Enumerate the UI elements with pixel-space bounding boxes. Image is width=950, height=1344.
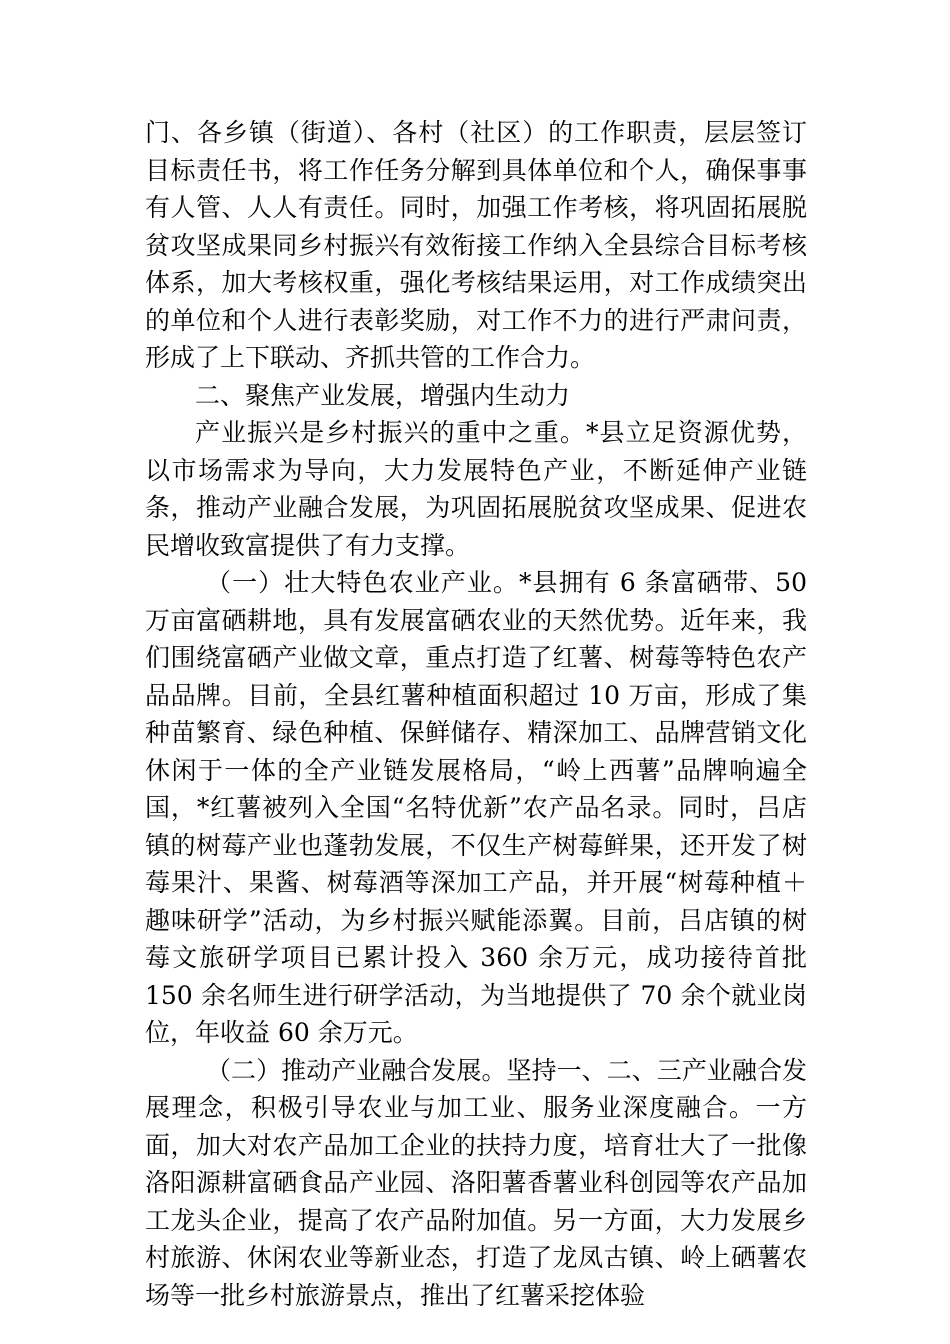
paragraph-specialty-agriculture: （一）壮大特色农业产业。*县拥有 6 条富硒带、50 万亩富硒耕地，具有发展富硒农业的天然优势。近年来，我们围绕富硒产业做文章，重点打造了红薯、树莓等特色农产品品牌。目前，全县红薯种植面积超过 10 万亩，形成了集种苗繁育、绿色种植、保鲜储存、精深加工、品牌营销文化休闲于一体的全产业链发展格局，“岭上西薯”品牌响遍全国，*红薯被列入全国“名特优新”农产品名录。同时，吕店镇的树莓产业也蓬勃发展，不仅生产树莓鲜果，还开发了树莓果汁、果酱、树莓酒等深加工产品，并开展“树莓种植＋趣味研学”活动，为乡村振兴赋能添翼。目前，吕店镇的树莓文旅研学项目已累计投入 360 余万元，成功接待首批 150 余名师生进行研学活动，为当地提供了 70 余个就业岗位，年收益 60 余万元。 xyxy=(145,568,807,1047)
paragraph-industry-intro: 产业振兴是乡村振兴的重中之重。*县立足资源优势，以市场需求为导向，大力发展特色产业，不断延伸产业链条，推动产业融合发展，为巩固拓展脱贫攻坚成果、促进农民增收致富提供了有力支撑。 xyxy=(145,418,807,560)
document-body xyxy=(145,114,807,1314)
paragraph-industry-integration: （二）推动产业融合发展。坚持一、二、三产业融合发展理念，积极引导农业与加工业、服务业深度融合。一方面，加大对农产品加工企业的扶持力度，培育壮大了一批像洛阳源耕富硒食品产业园、洛阳薯香薯业科创园等农产品加工龙头企业，提高了农产品附加值。另一方面，大力发展乡村旅游、休闲农业等新业态，打造了龙凤古镇、岭上硒薯农场等一批乡村旅游景点，推出了红薯采挖体验 xyxy=(145,1055,807,1310)
paragraph-work-responsibility: 门、各乡镇（街道）、各村（社区）的工作职责，层层签订目标责任书，将工作任务分解到具体单位和个人，确保事事有人管、人人有责任。同时，加强工作考核，将巩固拓展脱贫攻坚成果同乡村振兴有效衔接工作纳入全县综合目标考核体系，加大考核权重，强化考核结果运用，对工作成绩突出的单位和个人进行表彰奖励，对工作不力的进行严肃问责，形成了上下联动、齐抓共管的工作合力。 xyxy=(145,118,807,372)
section-heading-industry: 二、聚焦产业发展，增强内生动力 xyxy=(195,380,571,410)
